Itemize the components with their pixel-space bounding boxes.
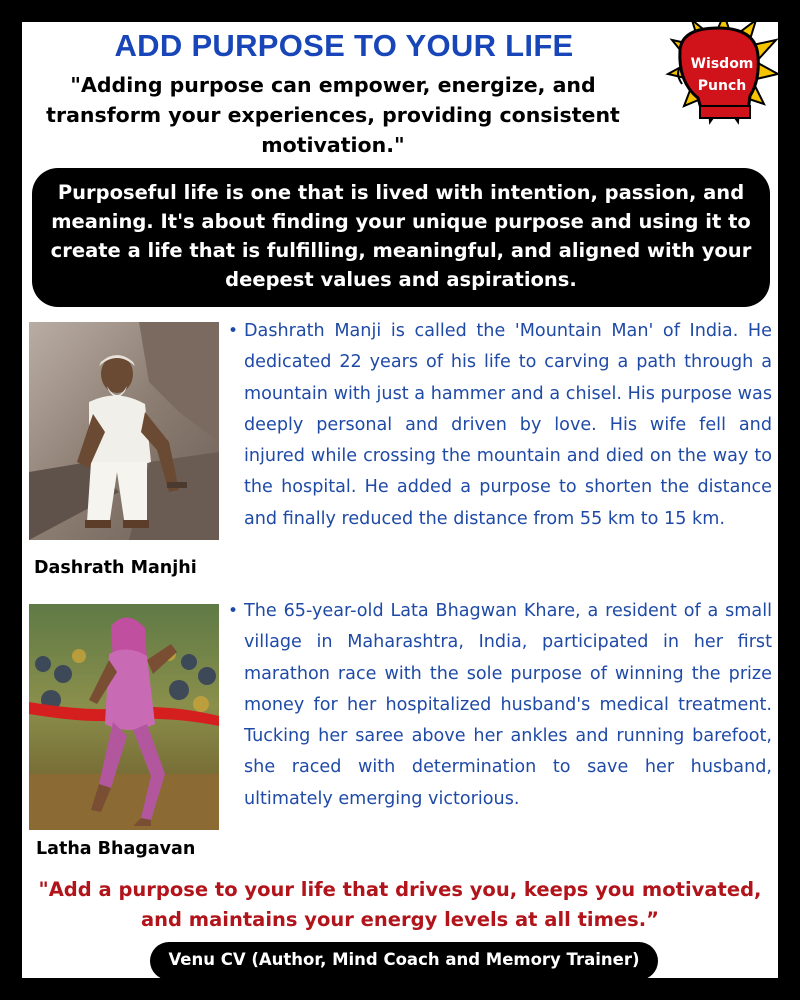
- intro-text: Purposeful life is one that is lived with intention, passion, and meaning. It's about finding your unique purpose and using it to create a life that is fulfilling, meaningful, and aligned with your deepest values and aspirations.: [50, 181, 752, 291]
- intro-box: [32, 168, 770, 307]
- boxing-glove-icon: [652, 22, 778, 130]
- dashrath-manjhi-photo: [29, 322, 219, 540]
- caption-dashrath-manjhi: Dashrath Manjhi: [34, 558, 197, 578]
- wisdom-punch-logo: [652, 22, 778, 130]
- story-latha-bhagavan: [222, 596, 772, 815]
- page-title: ADD PURPOSE TO YOUR LIFE: [114, 28, 574, 63]
- bullet-icon: •: [228, 601, 239, 621]
- story-dashrath-manjhi: [222, 316, 772, 535]
- caption-latha-bhagavan: Latha Bhagavan: [36, 839, 196, 859]
- latha-bhagavan-photo: [29, 604, 219, 830]
- poster: [22, 22, 778, 978]
- logo-line1: Wisdom: [690, 56, 754, 72]
- story-text: The 65-year-old Lata Bhagwan Khare, a resident of a small village in Maharashtra, India, participated in her first marathon race with the sole purpose of winning the prize money for her hospitalized husband's medical treatment. Tucking her saree above her ankles and running barefoot, she raced with determination to save her husband, ultimately emerging victorious.: [244, 601, 772, 809]
- logo-line2: Punch: [697, 78, 747, 94]
- closing-quote: "Add a purpose to your life that drives you, keeps you motivated, and maintains your energy levels at all times.”: [38, 878, 762, 931]
- bullet-icon: •: [228, 321, 239, 341]
- story-text: Dashrath Manji is called the 'Mountain Man' of India. He dedicated 22 years of his life to carving a path through a mountain with just a hammer and a chisel. His purpose was deeply personal and driven by love. His wife fell and injured while crossing the mountain and died on the way to the hospital. He added a purpose to shorten the distance and finally reduced the distance from 55 km to 15 km.: [244, 321, 772, 529]
- subtitle-quote: "Adding purpose can empower, energize, and transform your experiences, providing consistent motivation.": [46, 73, 620, 157]
- author-badge: Venu CV (Author, Mind Coach and Memory Trainer): [150, 942, 658, 978]
